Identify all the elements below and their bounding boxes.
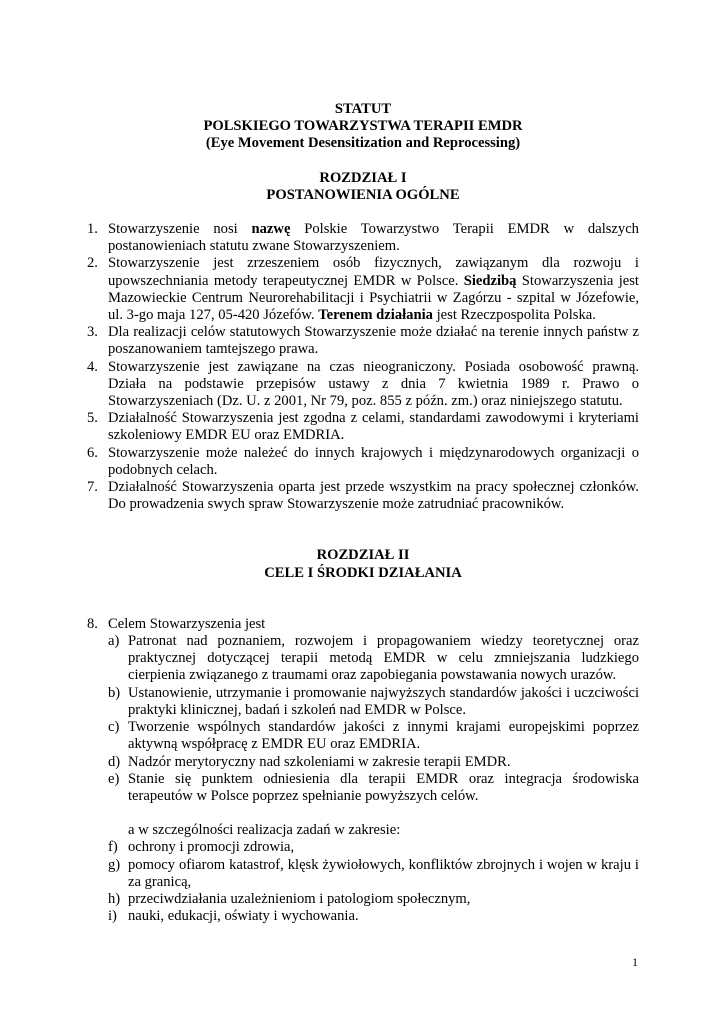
sub-list-item: f) ochrony i promocji zdrowia, <box>108 839 295 856</box>
sub-list-item: g) pomocy ofiarom katastrof, klęsk żywiołowych, konfliktów zbrojnych i wojen w kraju i za granicą, <box>108 856 639 890</box>
chapter-1-subtitle: POSTANOWIENIA OGÓLNE <box>266 186 460 203</box>
title-line-3: (Eye Movement Desensitization and Reprocessing) <box>205 135 521 152</box>
title-line-1: STATUT <box>334 101 392 117</box>
chapter-1-heading <box>87 170 639 204</box>
list-item: 8. Celem Stowarzyszenia jest <box>87 615 266 632</box>
chapter-2-heading <box>87 547 639 581</box>
tasks-intro: a w szczególności realizacja zadań w zakresie: <box>128 822 401 839</box>
list-item: 7. Działalność Stowarzyszenia oparta jest przede wszystkim na pracy społecznej członków. Do prowadzenia swych spraw Stowarzyszenie może zatrudniać pracowników. <box>87 479 639 513</box>
title-line-2: POLSKIEGO TOWARZYSTWA TERAPII EMDR <box>203 118 523 135</box>
sub-list-item: d) Nadzór merytoryczny nad szkoleniami w zakresie terapii EMDR. <box>108 753 511 770</box>
document-body <box>87 101 639 925</box>
chapter-2-title: ROZDZIAŁ II <box>316 547 410 564</box>
list-item: 3. Dla realizacji celów statutowych Stowarzyszenie może działać na terenie innych państw z poszanowaniem tamtejszego prawa. <box>87 324 639 358</box>
sub-list-item: a) Patronat nad poznaniem, rozwojem i propagowaniem wiedzy teoretycznej oraz praktycznej dotyczącej terapii metodą EMDR w celu zmniejszania ludzkiego cierpienia związanego z traumami oraz zapobiegania powstawania nowych urazów. <box>108 633 639 684</box>
chapter-1-title: ROZDZIAŁ I <box>319 169 407 186</box>
chapter-2-tasks-list <box>87 839 639 925</box>
chapter-2-subtitle: CELE I ŚRODKI DZIAŁANIA <box>264 564 462 581</box>
document-title <box>87 101 639 153</box>
list-item: 4. Stowarzyszenie jest zawiązane na czas nieograniczony. Posiada osobowość prawną. Działa na podstawie przepisów ustawy z dnia 7 kwietnia 1989 r. Prawo o Stowarzyszeniach (Dz. U. z 2001, Nr 79, poz. 855 z późn. zm.) oraz niniejszego statutu. <box>87 358 639 410</box>
list-item: 6. Stowarzyszenie może należeć do innych krajowych i międzynarodowych organizacji o podobnych celach. <box>87 444 639 478</box>
page-number: 1 <box>632 955 638 969</box>
list-item: 5. Działalność Stowarzyszenia jest zgodna z celami, standardami zawodowymi i kryteriami szkoleniowy EMDR EU oraz EMDRIA. <box>87 410 639 444</box>
list-item: 2. Stowarzyszenie jest zrzeszeniem osób fizycznych, zawiązanym dla rozwoju i upowszechniania metody terapeutycznej EMDR w Polsce. Siedzibą Stowarzyszenia jest Mazowieckie Centrum Neurorehabilitacji i Psychiatrii w Zagórzu - szpital w Józefowie, ul. 3-go maja 127, 05-420 Józefów. Terenem działania jest Rzeczpospolita Polska. <box>87 255 639 324</box>
list-item: 1. Stowarzyszenie nosi nazwę Polskie Towarzystwo Terapii EMDR w dalszych postanowieniach statutu zwane Stowarzyszeniem. <box>87 221 639 255</box>
sub-list-item: c) Tworzenie wspólnych standardów jakości z innymi krajami europejskimi poprzez aktywną współpracę z EMDR EU oraz EMDRIA. <box>108 719 639 753</box>
sub-list-item: h) przeciwdziałania uzależnieniom i patologiom społecznym, <box>108 890 471 907</box>
sub-list-item: e) Stanie się punktem odniesienia dla terapii EMDR oraz integracja środowiska terapeutów w Polsce poprzez spełnianie powyższych celów. <box>108 770 639 804</box>
chapter-1-list <box>87 221 639 513</box>
chapter-2-sublist <box>87 633 639 805</box>
sub-list-item: b) Ustanowienie, utrzymanie i promowanie najwyższych standardów jakości i uczciwości praktyki klinicznej, badań i szkoleń nad EMDR w Polsce. <box>108 684 639 718</box>
sub-list-item: i) nauki, edukacji, oświaty i wychowania. <box>108 908 359 925</box>
